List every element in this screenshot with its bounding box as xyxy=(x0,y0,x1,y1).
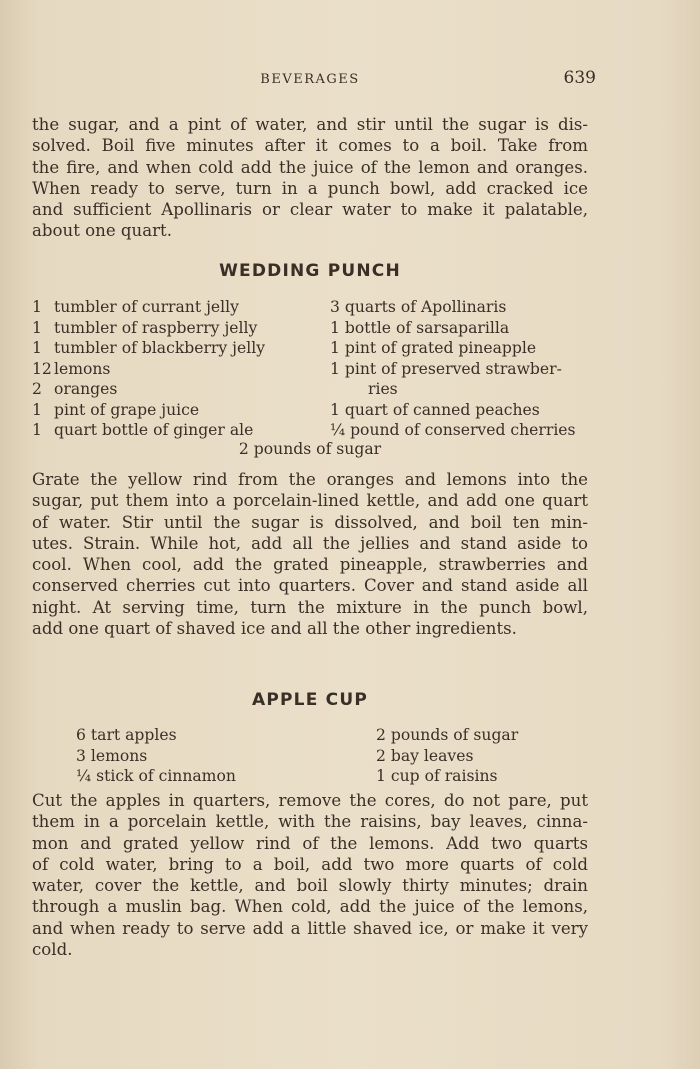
apple-cup-ingredients-left xyxy=(76,725,236,787)
ingredient-line: 2 pounds of sugar xyxy=(376,726,519,744)
apple-cup-ingredients-right xyxy=(376,725,518,787)
text-line: through a muslin bag. When cold, add the juice of the lemons, xyxy=(32,897,588,917)
ingredient-line: 1 tumbler of blackberry jelly xyxy=(32,339,266,357)
wedding-punch-ingredients-right xyxy=(330,297,576,441)
text-line: add one quart of shaved ice and all the other ingredients. xyxy=(32,619,517,639)
ingredient-line: ¼ stick of cinnamon xyxy=(76,767,236,785)
wedding-punch-sugar-line: 2 pounds of sugar xyxy=(238,440,382,458)
text-line: utes. Strain. While hot, add all the jellies and stand aside to xyxy=(32,533,588,553)
text-line: cold. xyxy=(32,940,73,960)
ingredient-line: 1 quart of canned peaches xyxy=(330,400,540,419)
text-line: of water. Stir until the sugar is dissolved, and boil ten min- xyxy=(32,512,588,532)
ingredient-line: 3 quarts of Apollinaris xyxy=(330,298,507,316)
text-line: the fire, and when cold add the juice of the lemon and oranges. xyxy=(32,157,588,177)
ingredient-line: 1 quart bottle of ginger ale xyxy=(32,421,254,439)
text-line: them in a porcelain kettle, with the raisins, bay leaves, cinna- xyxy=(32,812,588,832)
ingredient-line: 1 pint of grated pineapple xyxy=(330,339,537,357)
ingredient-line: 2 bay leaves xyxy=(376,746,474,765)
text-line: conserved cherries cut into quarters. Cover and stand aside all xyxy=(32,576,588,596)
ingredient-line: 1 cup of raisins xyxy=(376,767,498,785)
ingredient-line: 1 tumbler of currant jelly xyxy=(32,298,239,316)
ingredient-line: 1 pint of grape juice xyxy=(32,400,200,419)
text-line: night. At serving time, turn the mixture in the punch bowl, xyxy=(32,597,588,617)
text-line: When ready to serve, turn in a punch bowl, add cracked ice xyxy=(32,178,588,198)
ingredient-line: ¼ pound of conserved cherries xyxy=(330,421,576,439)
page-header xyxy=(32,68,596,92)
text-line: cool. When cool, add the grated pineapple, strawberries and xyxy=(32,555,588,575)
text-line: about one quart. xyxy=(32,221,172,241)
page-number: 639 xyxy=(563,68,596,88)
text-line: sugar, put them into a porcelain-lined kettle, and add one quart xyxy=(32,491,588,511)
wedding-punch-ingredients-left xyxy=(32,297,265,441)
ingredient-line: 1 bottle of sarsaparilla xyxy=(330,318,510,337)
ingredient-line: ries xyxy=(368,380,398,398)
text-line: Grate the yellow rind from the oranges and lemons into the xyxy=(32,470,588,489)
wedding-punch-directions xyxy=(32,469,588,639)
ingredient-line: 3 lemons xyxy=(76,746,148,765)
text-line: and when ready to serve add a little shaved ice, or make it very xyxy=(32,918,588,938)
text-line: solved. Boil five minutes after it comes to a boil. Take from xyxy=(32,136,588,156)
running-title: BEVERAGES xyxy=(260,72,360,87)
text-line: of cold water, bring to a boil, add two more quarts of cold xyxy=(32,854,588,874)
text-line: mon and grated yellow rind of the lemons. Add two quarts xyxy=(32,833,588,853)
ingredient-line: 6 tart apples xyxy=(76,726,177,744)
ingredient-line: 2 oranges xyxy=(32,380,118,398)
ingredient-line: 1 tumbler of raspberry jelly xyxy=(32,318,258,337)
ingredient-line: 12 lemons xyxy=(32,359,111,378)
intro-paragraph xyxy=(32,114,588,242)
apple-cup-directions xyxy=(32,790,588,960)
text-line: water, cover the kettle, and boil slowly thirty minutes; drain xyxy=(32,876,588,896)
text-line: the sugar, and a pint of water, and stir until the sugar is dis- xyxy=(32,115,588,134)
text-line: and sufficient Apollinaris or clear water to make it palatable, xyxy=(32,200,588,220)
ingredient-line: 1 pint of preserved strawber- xyxy=(330,359,562,378)
wedding-punch-heading: WEDDING PUNCH xyxy=(219,261,401,281)
apple-cup-heading: APPLE CUP xyxy=(252,690,368,710)
text-line: Cut the apples in quarters, remove the cores, do not pare, put xyxy=(32,791,588,810)
